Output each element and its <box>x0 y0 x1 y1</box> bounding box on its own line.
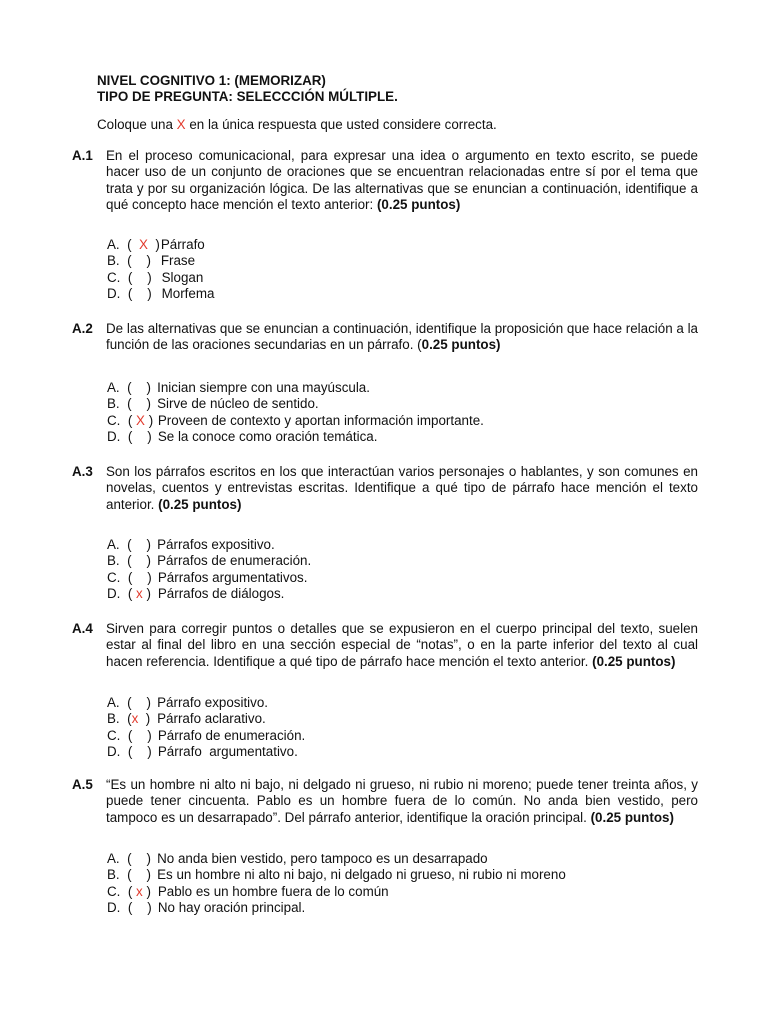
instruction-text: Coloque una X en la única respuesta que usted considere correcta. <box>97 117 497 132</box>
option-c[interactable]: C. ( X ) Proveen de contexto y aportan información importante. <box>107 412 484 428</box>
answer-mark: X <box>139 237 148 252</box>
question-text: En el proceso comunicacional, para expresar una idea o argumento en texto escrito, se puede hacer uso de un conjunto de oraciones que se encuentran relacionadas entre sí por el tema que trata y por su organización lógica. De las alternativas que se enuncian a continuación, identifique a qué concepto hace mención el texto anterior: (0.25 puntos) <box>106 148 698 213</box>
answer-mark: x <box>136 883 143 899</box>
question-a4 <box>72 621 698 670</box>
options-a1 <box>107 237 214 303</box>
option-a[interactable]: A. ( ) Párrafo expositivo. <box>107 695 269 710</box>
option-d[interactable]: D. ( ) No hay oración principal. <box>107 900 306 916</box>
answer-mark: X <box>136 412 145 428</box>
question-points: (0.25 puntos) <box>590 809 674 825</box>
option-a[interactable]: A. ( ) Inician siempre con una mayúscula. <box>107 380 370 395</box>
option-c[interactable]: C. ( x ) Pablo es un hombre fuera de lo común <box>107 883 389 899</box>
question-number: A.3 <box>72 464 93 479</box>
question-a1 <box>72 148 698 214</box>
question-text: Sirven para corregir puntos o detalles que se expusieron en el cuerpo principal del texto, suelen estar al final del libro en una sección especial de “notas”, o en la parte inferior del texto al cual hacen referencia. Identifique a qué tipo de párrafo hace mención el texto anterior. (0.25 puntos) <box>106 621 698 669</box>
instruction-mark: X <box>176 117 186 132</box>
option-a[interactable]: A. ( X ) Párrafo <box>107 237 205 252</box>
answer-mark: x <box>136 586 143 602</box>
question-points: (0.25 puntos) <box>376 197 461 213</box>
option-b[interactable]: B. ( ) Sirve de núcleo de sentido. <box>107 396 319 412</box>
question-points: 0.25 puntos) <box>421 337 501 353</box>
question-number: A.4 <box>72 621 93 636</box>
question-text: De las alternativas que se enuncian a continuación, identifique la proposición que hace relación a la función de las oraciones secundarias en un párrafo. (0.25 puntos) <box>106 321 698 353</box>
question-a3 <box>72 464 698 513</box>
options-a5 <box>107 851 566 917</box>
options-a2 <box>107 380 484 446</box>
question-points: (0.25 puntos) <box>158 496 242 512</box>
question-number: A.1 <box>72 148 93 163</box>
question-text: Son los párrafos escritos en los que interactúan varios personajes o hablantes, y son comunes en novelas, cuentos y entrevistas escritas. Identifique a qué tipo de párrafo hace mención el texto anterior. (0.25 puntos) <box>106 464 698 512</box>
option-a[interactable]: A. ( ) No anda bien vestido, pero tampoco es un desarrapado <box>107 851 488 866</box>
option-c[interactable]: C. ( ) Párrafos argumentativos. <box>107 569 308 585</box>
option-b[interactable]: B. ( ) Frase <box>107 253 196 269</box>
question-a2 <box>72 321 698 354</box>
option-b[interactable]: B. (x ) Párrafo aclarativo. <box>107 711 266 727</box>
option-b[interactable]: B. ( ) Párrafos de enumeración. <box>107 553 312 569</box>
question-text: “Es un hombre ni alto ni bajo, ni delgado ni grueso, ni rubio ni moreno; puede tener treinta años, y puede tener cincuenta. Pablo es un hombre fuera de lo común. No anda bien vestido, pero tampoco es un desarrapado”. Del párrafo anterior, identifique la oración principal. (0.25 puntos) <box>106 777 698 825</box>
option-c[interactable]: C. ( ) Párrafo de enumeración. <box>107 727 306 743</box>
option-d[interactable]: D. ( x ) Párrafos de diálogos. <box>107 586 285 602</box>
option-d[interactable]: D. ( ) Párrafo argumentativo. <box>107 744 298 760</box>
option-c[interactable]: C. ( ) Slogan <box>107 269 204 285</box>
answer-mark: x <box>131 711 139 727</box>
question-number: A.2 <box>72 321 93 336</box>
question-a5 <box>72 777 698 826</box>
question-points: (0.25 puntos) <box>592 653 676 669</box>
option-a[interactable]: A. ( ) Párrafos expositivo. <box>107 537 275 552</box>
option-d[interactable]: D. ( ) Se la conoce como oración temática. <box>107 429 378 445</box>
options-a3 <box>107 537 311 603</box>
exam-header <box>97 73 398 106</box>
question-type-title: TIPO DE PREGUNTA: SELECCCIÓN MÚLTIPLE. <box>97 89 398 105</box>
option-b[interactable]: B. ( ) Es un hombre ni alto ni bajo, ni delgado ni grueso, ni rubio ni moreno <box>107 867 566 883</box>
question-number: A.5 <box>72 777 93 792</box>
cognitive-level-title: NIVEL COGNITIVO 1: (MEMORIZAR) <box>97 73 326 88</box>
option-d[interactable]: D. ( ) Morfema <box>107 286 215 302</box>
options-a4 <box>107 695 305 761</box>
